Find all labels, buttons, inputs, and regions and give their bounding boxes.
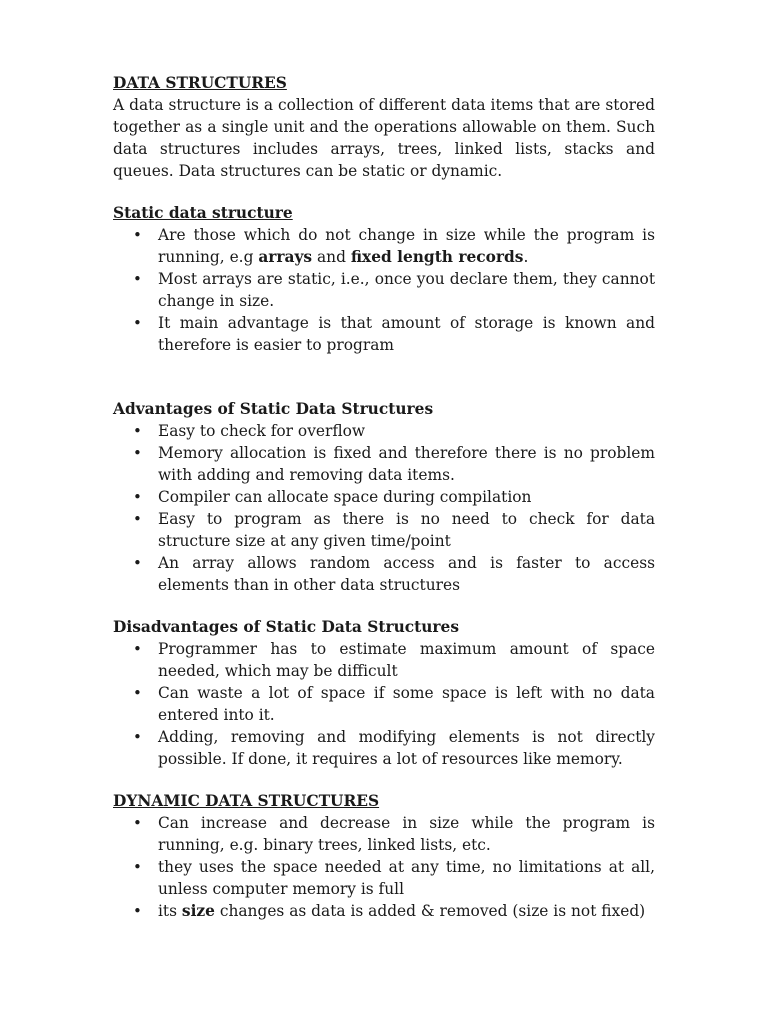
bullet-icon: • (133, 728, 142, 746)
advantages-list (113, 420, 655, 596)
list-item: • Compiler can allocate space during compilation (133, 488, 532, 506)
list-item: • they uses the space needed at any time, no limitations at all, unless computer memory is full (133, 858, 655, 898)
bullet-icon: • (133, 270, 142, 288)
list-item: • its size changes as data is added & removed (size is not fixed) (133, 902, 646, 920)
list-item: • An array allows random access and is faster to access elements than in other data structures (133, 554, 655, 594)
bullet-icon: • (133, 226, 142, 244)
list-item: • Easy to check for overflow (133, 422, 366, 440)
static-heading: Static data structure (113, 204, 293, 222)
dynamic-heading: DYNAMIC DATA STRUCTURES (113, 792, 380, 810)
list-item: • It main advantage is that amount of storage is known and therefore is easier to program (133, 314, 655, 354)
bullet-icon: • (133, 814, 142, 832)
list-item: • Easy to program as there is no need to check for data structure size at any given time/point (133, 510, 655, 550)
list-item: • Most arrays are static, i.e., once you declare them, they cannot change in size. (133, 270, 655, 310)
list-item: • Are those which do not change in size while the program is running, e.g arrays and fixed length records. (133, 226, 655, 266)
bullet-icon: • (133, 488, 142, 506)
dynamic-list (113, 812, 655, 922)
bold-term: fixed length records (350, 248, 524, 266)
static-list (113, 224, 655, 356)
title-heading: DATA STRUCTURES (113, 74, 287, 92)
bullet-icon: • (133, 858, 142, 876)
bullet-icon: • (133, 444, 142, 462)
bullet-icon: • (133, 640, 142, 658)
bullet-icon: • (133, 554, 142, 572)
list-item: • Can waste a lot of space if some space is left with no data entered into it. (133, 684, 655, 724)
bold-term: arrays (258, 248, 313, 266)
document-page (113, 72, 655, 922)
intro-paragraph: A data structure is a collection of different data items that are stored together as a single unit and the operations allowable on them. Such data structures includes arrays, trees, linked lists, stacks and queues. Data structures can be static or dynamic. (113, 96, 655, 180)
bullet-icon: • (133, 902, 142, 920)
bullet-icon: • (133, 684, 142, 702)
advantages-heading: Advantages of Static Data Structures (113, 400, 434, 418)
bullet-icon: • (133, 314, 142, 332)
disadvantages-list (113, 638, 655, 770)
list-item: • Can increase and decrease in size while the program is running, e.g. binary trees, linked lists, etc. (133, 814, 655, 854)
disadvantages-heading: Disadvantages of Static Data Structures (113, 618, 459, 636)
list-item: • Memory allocation is fixed and therefore there is no problem with adding and removing data items. (133, 444, 655, 484)
list-item: • Adding, removing and modifying elements is not directly possible. If done, it requires a lot of resources like memory. (133, 728, 655, 768)
bold-term: size (181, 902, 215, 920)
bullet-icon: • (133, 510, 142, 528)
list-item: • Programmer has to estimate maximum amount of space needed, which may be difficult (133, 640, 655, 680)
bullet-icon: • (133, 422, 142, 440)
